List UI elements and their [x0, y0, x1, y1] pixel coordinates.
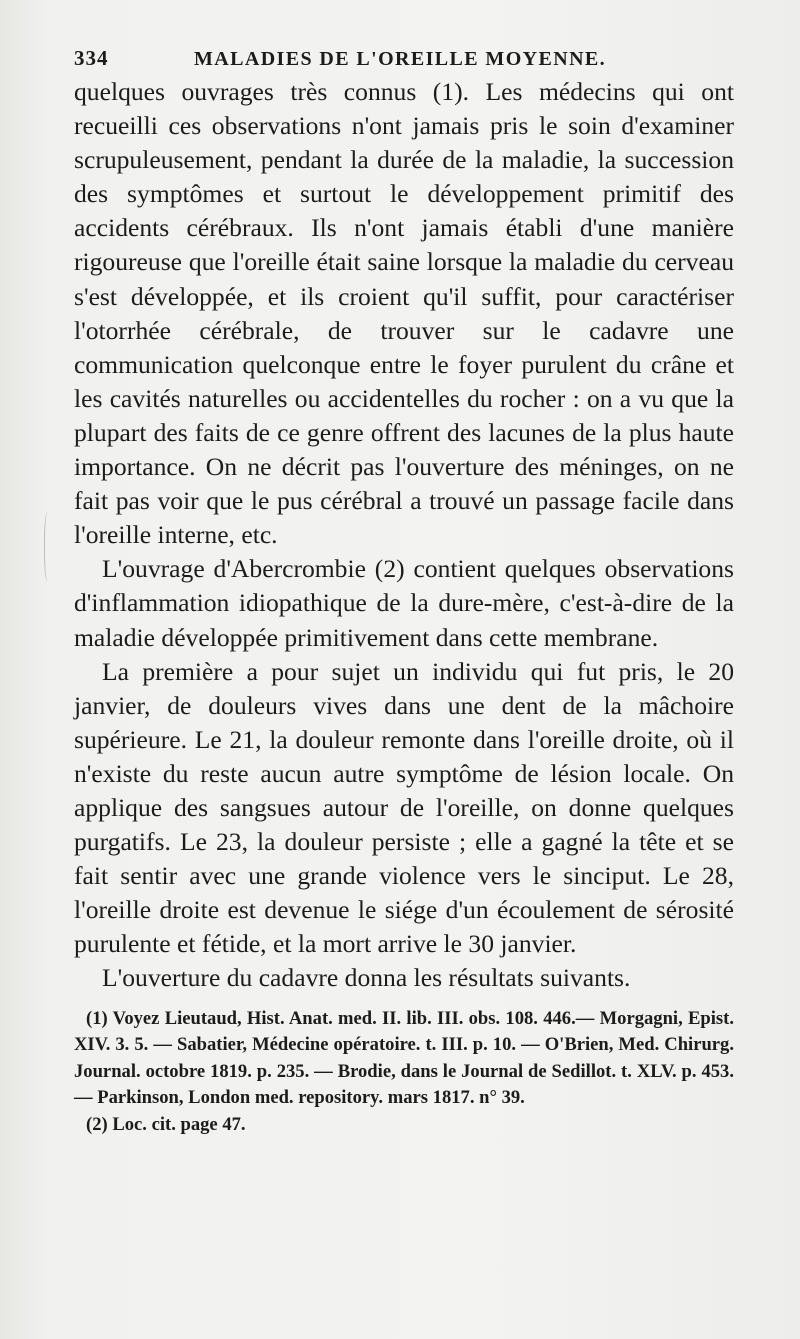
page-header: [74, 46, 734, 71]
paragraph: L'ouvrage d'Abercrombie (2) contient quelques observations d'inflammation idiopathique de la dure-mère, c'est-à-dire de la maladie développée primitivement dans cette membrane.: [74, 554, 734, 652]
footnotes: [74, 1006, 734, 1139]
paragraph: L'ouverture du cadavre donna les résultats suivants.: [102, 963, 631, 993]
page-number: 334: [74, 46, 109, 70]
body-text: [74, 75, 734, 996]
paragraph-continued: quelques ouvrages très connus (1). Les médecins qui ont recueilli ces observations n'ont jamais pris le soin d'examiner scrupuleusement, pendant la durée de la maladie, la succession des symptômes et surtout le développement primitif des accidents cérébraux. Ils n'ont jamais établi d'une manière rigoureuse que l'oreille était saine lorsque la maladie du cerveau s'est développée, et ils croient qu'il suffit, pour caractériser l'otorrhée cérébrale, de trouver sur le cadavre une communication quelconque entre le foyer purulent du crâne et les cavités naturelles ou accidentelles du rocher : on a vu que la plupart des faits de ce genre offrent des lacunes de la plus haute importance. On ne décrit pas l'ouverture des méninges, on ne fait pas voir que le pus cérébral a trouvé un passage facile dans l'oreille interne, etc.: [74, 77, 734, 550]
footnote: (2) Loc. cit. page 47.: [86, 1113, 246, 1135]
running-head: MALADIES DE L'OREILLE MOYENNE.: [194, 48, 607, 70]
paragraph: La première a pour sujet un individu qui fut pris, le 20 janvier, de douleurs vives dans une dent de la mâchoire supérieure. Le 21, la douleur remonte dans l'oreille droite, où il n'existe du reste aucun autre symptôme de lésion locale. On applique des sangsues autour de l'oreille, on donne quelques purgatifs. Le 23, la douleur persiste ; elle a gagné la tête et se fait sentir avec une grande violence vers le sinciput. Le 28, l'oreille droite est devenue le siége d'un écoulement de sérosité purulente et fétide, et la mort arrive le 30 janvier.: [74, 656, 734, 959]
footnote: (1) Voyez Lieutaud, Hist. Anat. med. II. lib. III. obs. 108. 446.— Morgagni, Epist. XIV. 3. 5. — Sabatier, Médecine opératoire. t. III. p. 10. — O'Brien, Med. Chirurg. Journal. octobre 1819. p. 235. — Brodie, dans le Journal de Sedillot. t. XLV. p. 453.— Parkinson, London med. repository. mars 1817. n° 39.: [74, 1007, 734, 1109]
margin-pencil-mark: [44, 512, 53, 582]
